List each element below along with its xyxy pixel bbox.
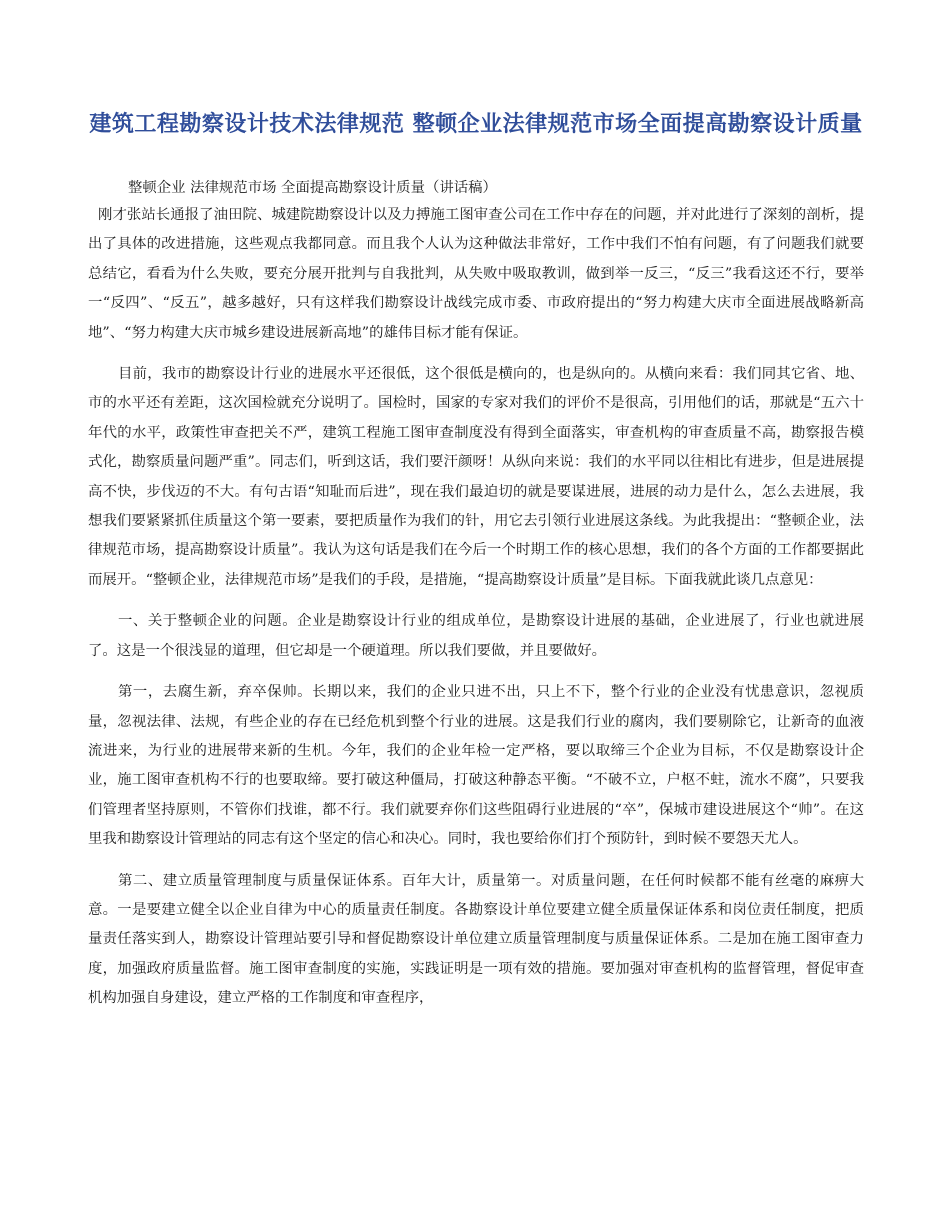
- document-body: [88, 177, 864, 1014]
- document-title: 建筑工程勘察设计技术法律规范 整顿企业法律规范市场全面提高勘察设计质量: [89, 111, 863, 137]
- paragraph-3: 一、关于整顿企业的问题。企业是勘察设计行业的组成单位，是勘察设计进展的基础，企业进展了，行业也就进展了。这是一个很浅显的道理，但它却是一个硬道理。所以我们要做，并且要做好。: [88, 613, 864, 659]
- paragraph-1: 刚才张站长通报了油田院、城建院勘察设计以及力搏施工图审查公司在工作中存在的问题，并对此进行了深刻的剖析，提出了具体的改进措施，这些观点我都同意。而且我个人认为这种做法非常好，工作中我们不怕有问题，有了问题我们就要总结它，看看为什么失败，要充分展开批判与自我批判，从失败中吸取教训，做到举一反三，“反三”我看这还不行，要举一“反四”、“反五”，越多越好，只有这样我们勘察设计战线完成市委、市政府提出的“努力构建大庆市全面进展战略新高地”、“努力构建大庆市城乡建设进展新高地”的雄伟目标才能有保证。: [88, 207, 864, 341]
- document-subtitle: 整顿企业 法律规范市场 全面提高勘察设计质量（讲话稿）: [128, 180, 497, 196]
- paragraph-5: 第二、建立质量管理制度与质量保证体系。百年大计，质量第一。对质量问题，在任何时候都不能有丝毫的麻痹大意。一是要建立健全以企业自律为中心的质量责任制度。各勘察设计单位要建立健全质量保证体系和岗位责任制度，把质量责任落实到人，勘察设计管理站要引导和督促勘察设计单位建立质量管理制度与质量保证体系。二是加在施工图审查力度，加强政府质量监督。施工图审查制度的实施，实践证明是一项有效的措施。要加强对审查机构的监督管理，督促审查机构加强自身建设，建立严格的工作制度和审查程序，: [88, 872, 864, 1007]
- paragraph-4: 第一，去腐生新，弃卒保帅。长期以来，我们的企业只进不出，只上不下，整个行业的企业没有忧患意识，忽视质量，忽视法律、法规，有些企业的存在已经危机到整个行业的进展。这是我们行业的腐肉，我们要剔除它，让新奇的血液流进来，为行业的进展带来新的生机。今年，我们的企业年检一定严格，要以取缔三个企业为目标，不仅是勘察设计企业，施工图审查机构不行的也要取缔。要打破这种僵局，打破这种静态平衡。“不破不立，户枢不蛀，流水不腐”，只要我们管理者坚持原则，不管你们找谁，都不行。我们就要弃你们这些阻碍行业进展的“卒”，保城市建设进展这个“帅”。在这里我和勘察设计管理站的同志有这个坚定的信心和决心。同时，我也要给你们打个预防针，到时候不要怨天尤人。: [88, 684, 864, 848]
- paragraph-2: 目前，我市的勘察设计行业的进展水平还很低，这个很低是横向的，也是纵向的。从横向来看：我们同其它省、地、市的水平还有差距，这次国检就充分说明了。国检时，国家的专家对我们的评价不是很高，引用他们的话，那就是“五六十年代的水平，政策性审查把关不严，建筑工程施工图审查制度没有得到全面落实，审查机构的审查质量不高，勘察报告模式化，勘察质量问题严重”。同志们，听到这话，我们要汗颜呀！从纵向来说：我们的水平同以往相比有进步，但是进展提高不快，步伐迈的不大。有句古语“知耻而后进”，现在我们最迫切的就是要谋进展，进展的动力是什么，怎么去进展，我想我们要紧紧抓住质量这个第一要素，要把质量作为我们的针，用它去引领行业进展这条线。为此我提出：“整顿企业，法律规范市场，提高勘察设计质量”。我认为这句话是我们在今后一个时期工作的核心思想，我们的各个方面的工作都要据此而展开。“整顿企业，法律规范市场”是我们的手段，是措施，“提高勘察设计质量”是目标。下面我就此谈几点意见：: [88, 366, 864, 588]
